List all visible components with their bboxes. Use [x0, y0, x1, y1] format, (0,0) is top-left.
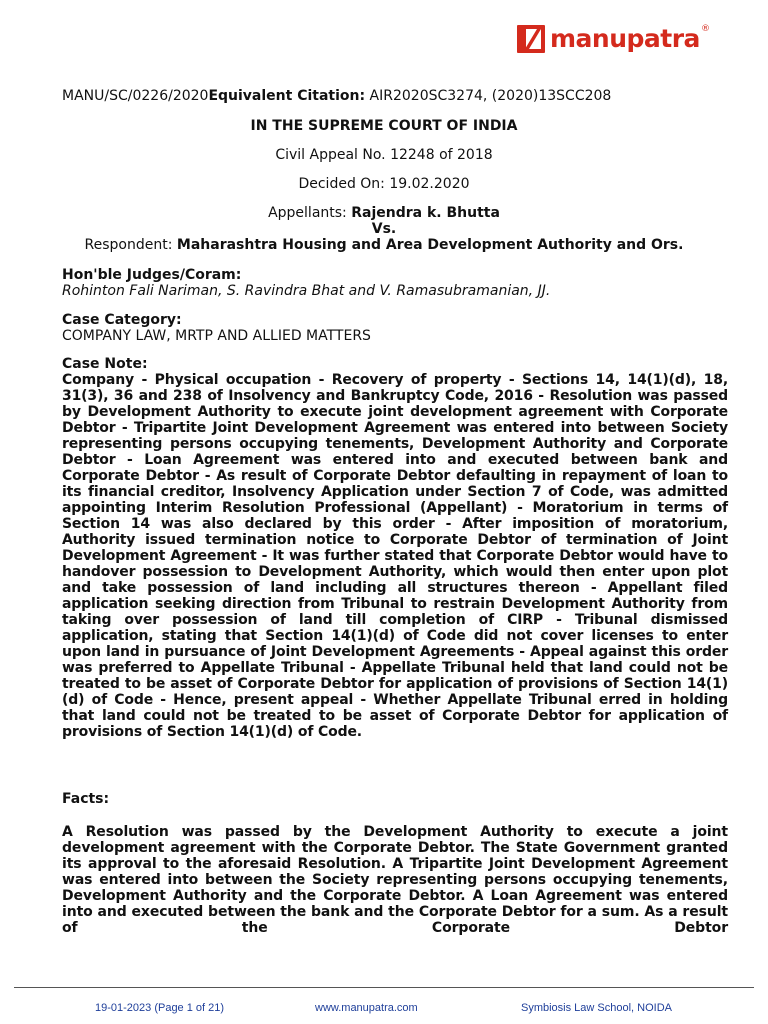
- appellants-label: Appellants:: [268, 205, 347, 221]
- manupatra-logo-mark: [516, 24, 546, 54]
- facts-heading: Facts:: [62, 791, 110, 807]
- footer-website-link[interactable]: www.manupatra.com: [315, 1002, 418, 1014]
- respondent-line: [0, 237, 768, 253]
- footer-date-page: 19-01-2023 (Page 1 of 21): [95, 1002, 225, 1014]
- respondent-name: Maharashtra Housing and Area Development Authority and Ors.: [176, 237, 684, 253]
- footer-institution: Symbiosis Law School, NOIDA: [521, 1002, 672, 1014]
- manupatra-logo: [516, 22, 710, 56]
- court-name: IN THE SUPREME COURT OF INDIA: [250, 118, 518, 134]
- manu-citation: MANU/SC/0226/2020: [62, 88, 209, 104]
- appellants-line: [0, 205, 768, 221]
- brand-name: manupatra: [550, 24, 700, 53]
- versus: Vs.: [371, 221, 397, 237]
- appeal-number: Civil Appeal No. 12248 of 2018: [275, 147, 493, 163]
- appellants-name: Rajendra k. Bhutta: [351, 205, 500, 221]
- registered-mark: ®: [700, 24, 710, 34]
- case-note-body: Company - Physical occupation - Recovery of property - Sections 14, 14(1)(d), 18, 31(3), 36 and 238 of Insolvency and Bankruptcy Code, 2016 - Resolution was passed by Development Authority to execute joint development agreement with Corporate Debtor - Tripartite Joint Development Agreement was entered into between Society representing persons occupying tenements, Development Authority and Corporate Debtor - Loan Agreement was entered into and executed between bank and Corporate Debtor - As result of Corporate Debtor defaulting in repayment of loan to its financial creditor, Insolvency Application under Section 7 of Code, was admitted appointing Interim Resolution Professional (Appellant) - Moratorium in terms of Section 14 was also declared by this order - After imposition of moratorium, Authority issued termination notice to Corporate Debtor of termination of Joint Development Agreement - It was further stated that Corporate Debtor would have to handover possession to Development Authority, which would then enter upon plot and take possession of land including all structures thereon - Appellant filed application seeking direction from Tribunal to restrain Development Authority from taking over possession of land till completion of CIRP - Tribunal dismissed application, stating that Section 14(1)(d) of Code did not cover licenses to enter upon land in pursuance of Joint Development Agreements - Appeal against this order was preferred to Appellate Tribunal - Appellate Tribunal held that land could not be treated to be asset of Corporate Debtor for application of provisions of Section 14(1)(d) of Code - Hence, present appeal - Whether Appellate Tribunal erred in holding that land could not be treated to be asset of Corporate Debtor for application of provisions of Section 14(1)(d) of Code.: [62, 372, 728, 740]
- case-category-section: [62, 312, 728, 344]
- equivalent-citation-label: Equivalent Citation:: [208, 88, 366, 104]
- decided-date: Decided On: 19.02.2020: [298, 176, 470, 192]
- judges-section: [62, 267, 728, 299]
- case-category-heading: Case Category:: [62, 312, 182, 328]
- judges-heading: Hon'ble Judges/Coram:: [62, 267, 242, 283]
- case-note-heading: Case Note:: [62, 356, 148, 372]
- citation-line: [62, 88, 611, 104]
- footer-divider: [14, 987, 754, 988]
- equivalent-citation-value: AIR2020SC3274, (2020)13SCC208: [369, 88, 612, 104]
- respondent-label: Respondent:: [84, 237, 173, 253]
- judges-names: Rohinton Fali Nariman, S. Ravindra Bhat and V. Ramasubramanian, JJ.: [62, 283, 551, 299]
- case-category-value: COMPANY LAW, MRTP AND ALLIED MATTERS: [62, 328, 371, 344]
- facts-body: A Resolution was passed by the Development Authority to execute a joint development agreement with the Corporate Debtor. The State Government granted its approval to the aforesaid Resolution. A Tripartite Joint Development Agreement was entered into between the Society representing persons occupying tenements, Development Authority and the Corporate Debtor. A Loan Agreement was entered into and executed between the bank and the Corporate Debtor for a sum. As a result of the Corporate Debtor: [62, 824, 728, 936]
- case-note-section: [62, 356, 728, 740]
